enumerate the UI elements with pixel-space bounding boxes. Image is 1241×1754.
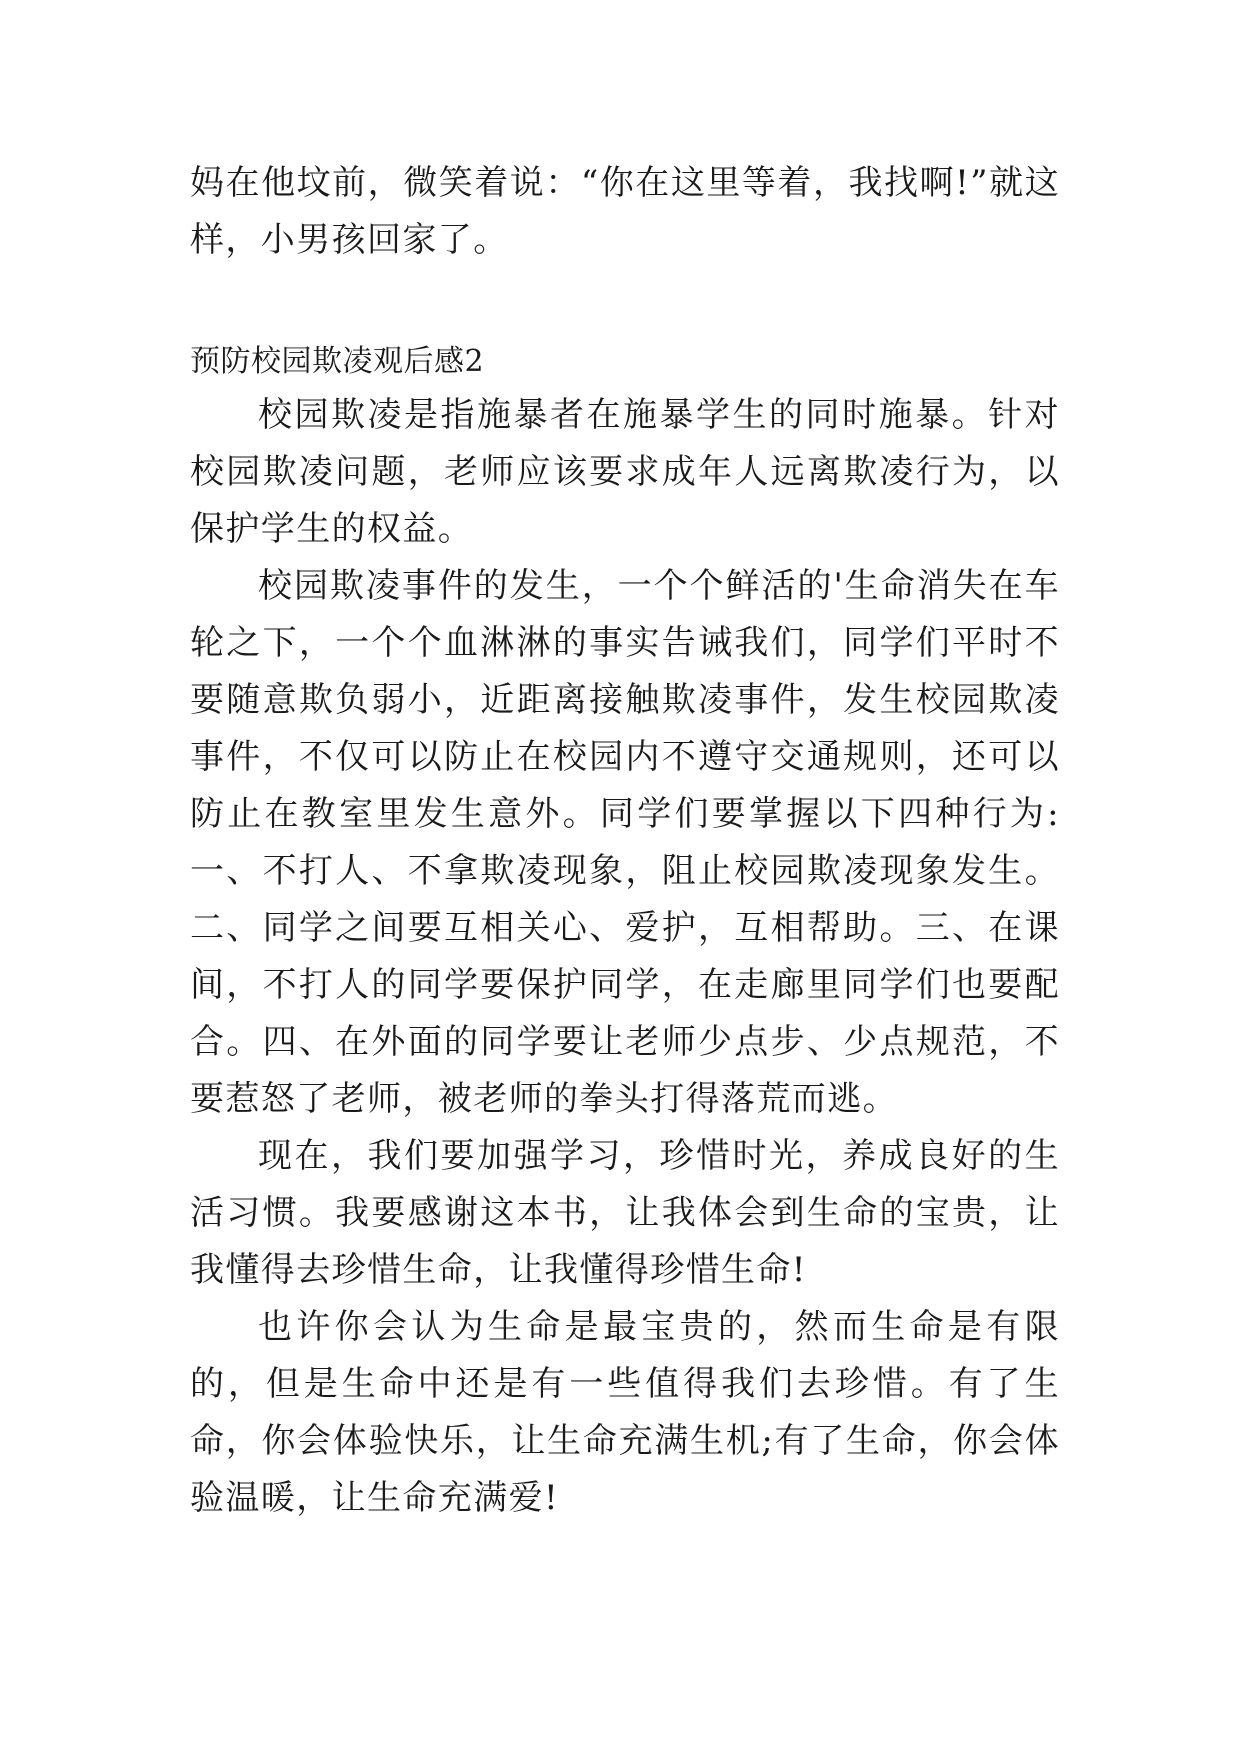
body-paragraph-3: 现在，我们要加强学习，珍惜时光，养成良好的生活习惯。我要感谢这本书，让我体会到生命的宝贵，让我懂得去珍惜生命，让我懂得珍惜生命! — [190, 1136, 1060, 1290]
document-page — [190, 155, 1060, 1527]
continued-paragraph: 妈在他坟前，微笑着说：“你在这里等着，我找啊!”就这样，小男孩回家了。 — [190, 163, 1060, 260]
body-paragraph-1: 校园欺凌是指施暴者在施暴学生的同时施暴。针对校园欺凌问题，老师应该要求成年人远离欺凌行为，以保护学生的权益。 — [190, 395, 1060, 549]
section-title: 预防校园欺凌观后感2 — [190, 344, 485, 379]
body-paragraph-4: 也许你会认为生命是最宝贵的，然而生命是有限的，但是生命中还是有一些值得我们去珍惜。有了生命，你会体验快乐，让生命充满生机;有了生命，你会体验温暖，让生命充满爱! — [190, 1307, 1060, 1518]
body-paragraph-2: 校园欺凌事件的发生，一个个鲜活的'生命消失在车轮之下，一个个血淋淋的事实告诫我们，同学们平时不要随意欺负弱小，近距离接触欺凌事件，发生校园欺凌事件，不仅可以防止在校园内不遵守交通规则，还可以防止在教室里发生意外。同学们要掌握以下四种行为:一、不打人、不拿欺凌现象，阻止校园欺凌现象发生。二、同学之间要互相关心、爱护，互相帮助。三、在课间，不打人的同学要保护同学，在走廊里同学们也要配合。四、在外面的同学要让老师少点步、少点规范，不要惹怒了老师，被老师的拳头打得落荒而逃。 — [190, 566, 1060, 1119]
